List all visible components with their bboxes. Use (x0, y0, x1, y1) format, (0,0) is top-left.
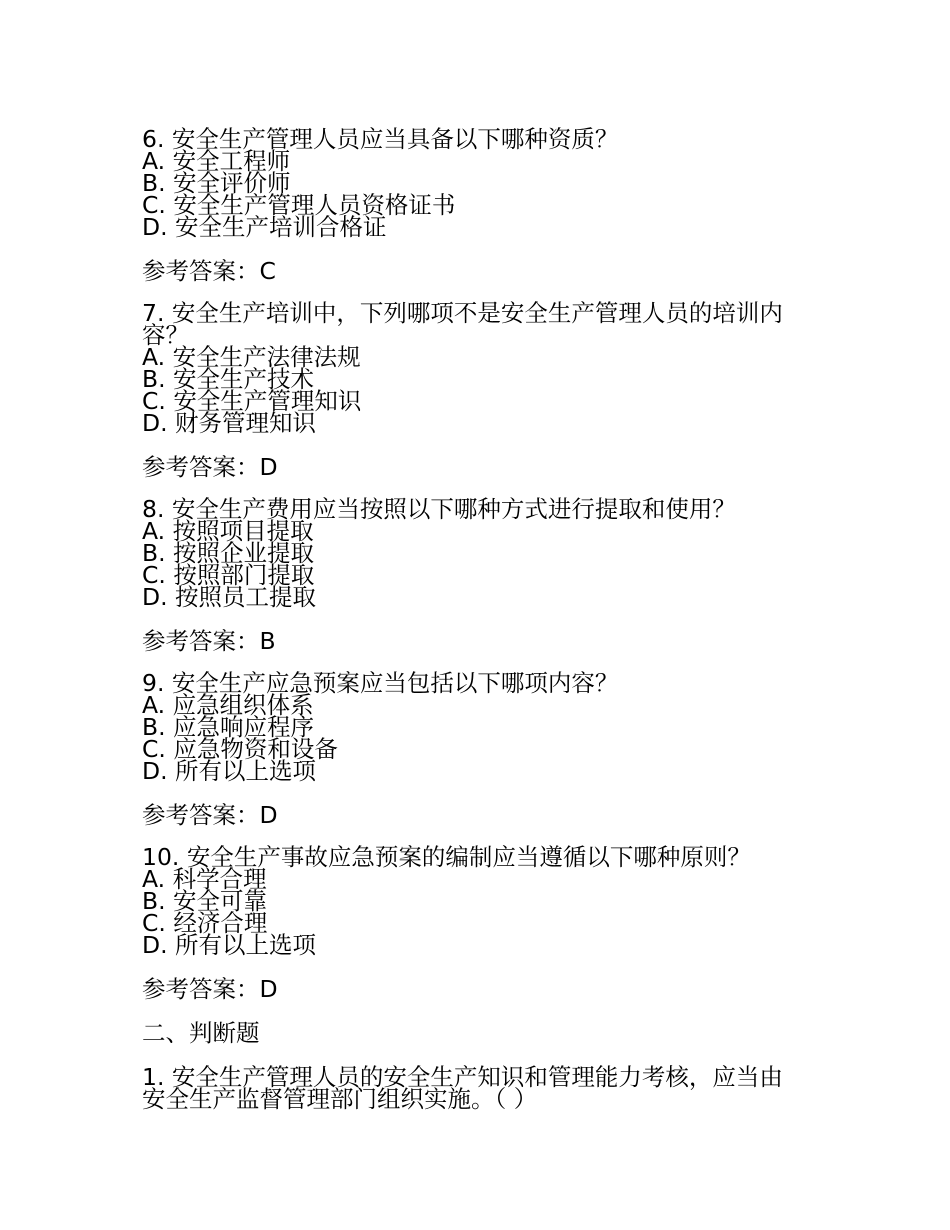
option-d: D. 所有以上选项 (142, 757, 317, 785)
option-d: D. 按照员工提取 (142, 583, 317, 611)
reference-answer: 参考答案：D (142, 453, 278, 481)
option-b: B. 安全评价师 (142, 169, 291, 197)
option-d: D. 安全生产培训合格证 (142, 213, 387, 241)
reference-answer: 参考答案：C (142, 257, 276, 285)
reference-answer: 参考答案：B (142, 627, 276, 655)
question-text: 9. 安全生产应急预案应当包括以下哪项内容？ (142, 669, 619, 697)
question-text: 6. 安全生产管理人员应当具备以下哪种资质？ (142, 125, 619, 153)
question-block-7 (142, 299, 802, 481)
question-text: 7. 安全生产培训中，下列哪项不是安全生产管理人员的培训内容？ (142, 299, 783, 349)
option-c: C. 经济合理 (142, 909, 268, 937)
option-b: B. 应急响应程序 (142, 713, 315, 741)
option-c: C. 安全生产管理人员资格证书 (142, 191, 456, 219)
true-false-question-1 (142, 1063, 802, 1113)
option-b: B. 按照企业提取 (142, 539, 315, 567)
question-block-10 (142, 843, 802, 1003)
option-a: A. 科学合理 (142, 865, 267, 893)
section-title-true-false: 二、判断题 (142, 1019, 260, 1047)
question-text: 8. 安全生产费用应当按照以下哪种方式进行提取和使用？ (142, 495, 736, 523)
option-b: B. 安全生产技术 (142, 365, 315, 393)
option-c: C. 按照部门提取 (142, 561, 315, 589)
option-a: A. 安全生产法律法规 (142, 343, 361, 371)
question-block-6 (142, 125, 802, 285)
question-text: 10. 安全生产事故应急预案的编制应当遵循以下哪种原则？ (142, 843, 751, 871)
option-c: C. 安全生产管理知识 (142, 387, 362, 415)
reference-answer: 参考答案：D (142, 975, 278, 1003)
question-text: 1. 安全生产管理人员的安全生产知识和管理能力考核，应当由安全生产监督管理部门组织实施。（ ） (142, 1063, 783, 1113)
option-a: A. 按照项目提取 (142, 517, 314, 545)
option-c: C. 应急物资和设备 (142, 735, 338, 763)
option-b: B. 安全可靠 (142, 887, 268, 915)
option-a: A. 安全工程师 (142, 147, 291, 175)
question-block-8 (142, 495, 802, 655)
option-d: D. 所有以上选项 (142, 931, 317, 959)
option-d: D. 财务管理知识 (142, 409, 317, 437)
question-block-9 (142, 669, 802, 829)
document-page (142, 125, 802, 1113)
option-a: A. 应急组织体系 (142, 691, 314, 719)
reference-answer: 参考答案：D (142, 801, 278, 829)
